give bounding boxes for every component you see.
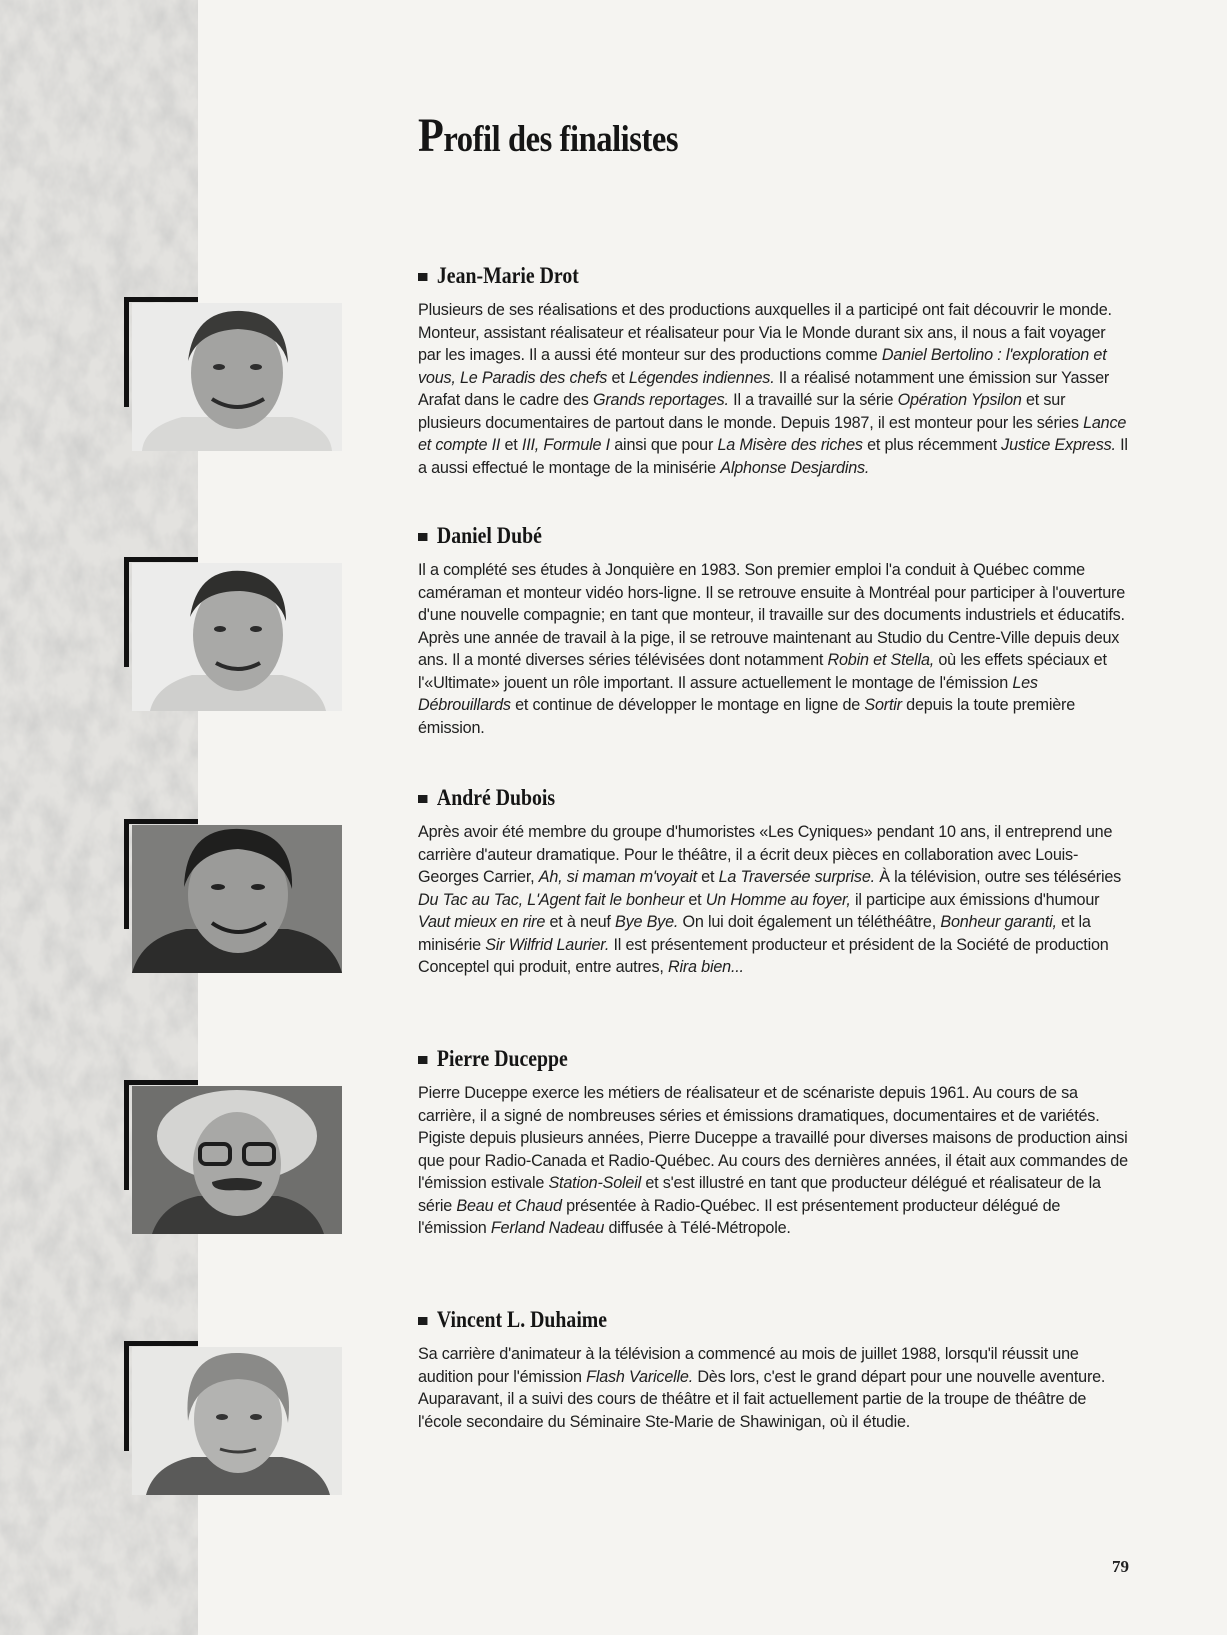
finalist-name [418,1307,607,1333]
finalist-name-text: André Dubois [436,785,556,810]
page-number: 79 [1112,1557,1129,1576]
finalist-entry [0,785,1227,1035]
bullet-marker [418,533,427,541]
finalist-name [418,263,579,289]
finalist-name [418,785,555,811]
finalist-portrait [132,1347,342,1495]
frame-corner [124,819,129,929]
bullet-marker [418,273,427,281]
portrait-photo-frame [124,557,342,707]
finalist-portrait [132,1086,342,1234]
frame-corner [124,819,198,824]
finalist-name-text: Daniel Dubé [436,523,542,548]
finalist-bio: Plusieurs de ses réalisations et des productions auxquelles il a participé ont fait découvrir le monde. Monteur, assistant réalisateur et réalisateur pour Via le Monde durant six ans, il nous a fait voyager par les images. Il a aussi été monteur sur des productions comme Daniel Bertolino : l'exploration et vous, Le Paradis des chefs et Légendes indiennes. Il a réalisé notamment une émission sur Yasser Arafat dans le cadre des Grands reportages. Il a travaillé sur la série Opération Ypsilon et sur plusieurs documentaires de partout dans le monde. Depuis 1987, il est monteur pour les séries Lance et compte II et III, Formule I ainsi que pour La Misère des riches et plus récemment Justice Express. Il a aussi effectué le montage de la minisérie Alphonse Desjardins. [418,301,1128,477]
portrait-photo-frame [124,1080,342,1230]
finalist-name [418,523,542,549]
frame-corner [124,1341,198,1346]
bullet-marker [418,1317,427,1325]
portrait-photo-frame [124,1341,342,1491]
finalist-entry [0,1307,1227,1557]
finalist-entry [0,263,1227,513]
finalist-name [418,1046,568,1072]
finalist-portrait [132,303,342,451]
portrait-photo-frame [124,819,342,969]
frame-corner [124,1341,129,1451]
finalist-portrait [132,563,342,711]
finalist-portrait [132,825,342,973]
finalist-entry [0,523,1227,773]
finalist-bio: Pierre Duceppe exerce les métiers de réalisateur et de scénariste depuis 1961. Au cours de sa carrière, il a signé de nombreuses séries et émissions dramatiques, documentaires et de variétés. Pigiste depuis plusieurs années, Pierre Duceppe a travaillé pour diverses maisons de production ainsi que pour Radio-Canada et Radio-Québec. Au cours des dernières années, il était aux commandes de l'émission estivale Station-Soleil et s'est illustré en tant que producteur délégué et réalisateur de la série Beau et Chaud présentée à Radio-Québec. Il est présentement producteur délégué de l'émission Ferland Nadeau diffusée à Télé-Métropole. [418,1084,1128,1237]
bullet-marker [418,1056,427,1064]
frame-corner [124,1080,129,1190]
frame-corner [124,557,129,667]
finalist-entry [0,1046,1227,1296]
finalist-bio: Sa carrière d'animateur à la télévision a commencé au mois de juillet 1988, lorsqu'il réussit une audition pour l'émission Flash Varicelle. Dès lors, c'est le grand départ pour une nouvelle aventure. Auparavant, il a suivi des cours de théâtre et il fait actuellement partie de la troupe de théâtre de l'école secondaire du Séminaire Ste-Marie de Shawinigan, où il étudie. [418,1345,1106,1431]
finalist-name-text: Jean-Marie Drot [436,263,579,288]
bullet-marker [418,795,427,803]
frame-corner [124,297,198,302]
portrait-photo-frame [124,297,342,447]
frame-corner [124,297,129,407]
finalist-bio: Après avoir été membre du groupe d'humoristes «Les Cyniques» pendant 10 ans, il entreprend une carrière d'auteur dramatique. Pour le théâtre, il a écrit deux pièces en collaboration avec Louis-Georges Carrier, Ah, si maman m'voyait et La Traversée surprise. À la télévision, outre ses téléséries Du Tac au Tac, L'Agent fait le bonheur et Un Homme au foyer, il participe aux émissions d'humour Vaut mieux en rire et à neuf Bye Bye. On lui doit également un téléthéâtre, Bonheur garanti, et la minisérie Sir Wilfrid Laurier. Il est présentement producteur et président de la Société de production Conceptel qui produit, entre autres, Rira bien... [418,823,1122,976]
frame-corner [124,1080,198,1085]
finalist-name-text: Vincent L. Duhaime [436,1307,608,1332]
finalist-bio: Il a complété ses études à Jonquière en 1983. Son premier emploi l'a conduit à Québec comme caméraman et monteur vidéo hors-ligne. Il se retrouve ensuite à Montréal pour participer à l'ouverture d'une nouvelle compagnie; en tant que monteur, il travaille sur des documents industriels et éducatifs. Après une année de travail à la pige, il se retrouve maintenant au Studio du Centre-Ville depuis deux ans. Il a monté diverses séries télévisées dont notamment Robin et Stella, où les effets spéciaux et l'«Ultimate» jouent un rôle important. Il assure actuellement le montage de l'émission Les Débrouillards et continue de développer le montage en ligne de Sortir depuis la toute première émission. [418,561,1125,737]
frame-corner [124,557,198,562]
finalist-name-text: Pierre Duceppe [436,1046,568,1071]
page-title: Profil des finalistes [418,109,679,162]
